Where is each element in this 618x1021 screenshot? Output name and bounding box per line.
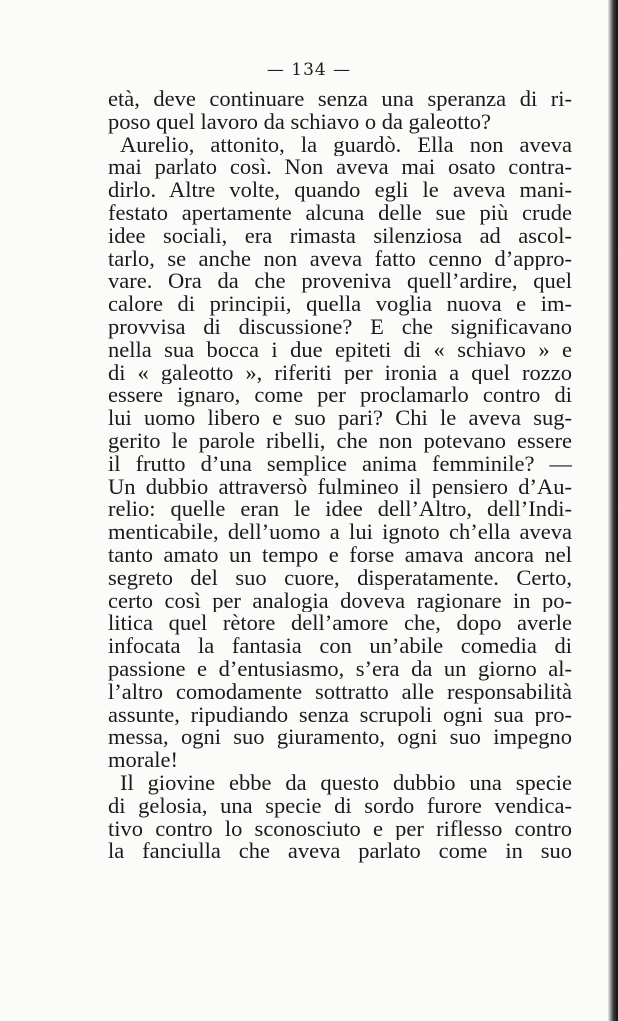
page-edge-shadow <box>608 0 618 1021</box>
text-line: morale! <box>108 749 178 772</box>
text-line: provvisa di discussione? E che significavano <box>108 315 572 339</box>
text-line: tivo contro lo sconosciuto e per riflesso contro <box>108 817 572 841</box>
text-line: lui uomo libero e suo pari? Chi le aveva sug- <box>108 407 572 430</box>
text-line: Aurelio, attonito, la guardò. Ella non aveva <box>120 133 572 157</box>
text-line: festato apertamente alcuna delle sue più crude <box>108 201 572 225</box>
page-number: — 134 — <box>266 60 352 80</box>
text-line: menticabile, dell’uomo a lui ignoto ch’ella aveva <box>108 521 572 544</box>
text-line: gerito le parole ribelli, che non potevano essere <box>108 429 572 453</box>
text-line: età, deve continuare senza una speranza di ri- <box>108 88 572 111</box>
text-line: segreto del suo cuore, disperatamente. Certo, <box>108 566 572 590</box>
text-line: assunte, ripudiando senza scrupoli ogni sua pro- <box>108 703 572 727</box>
text-line: vare. Ora da che proveniva quell’ardire, quel <box>108 270 572 294</box>
text-line: nella sua bocca i due epiteti di « schiavo » e <box>108 338 572 362</box>
text-line: certo così per analogia doveva ragionare in po- <box>108 589 572 613</box>
text-line: il frutto d’una semplice anima femminile? — <box>108 452 572 476</box>
text-line: messa, ogni suo giuramento, ogni suo impegno <box>108 726 572 750</box>
text-line: passione e d’entusiasmo, s’era da un giorno al- <box>108 657 572 681</box>
text-line: tanto amato un tempo e forse amava ancora nel <box>108 543 572 567</box>
text-line: dirlo. Altre volte, quando egli le aveva mani- <box>108 179 572 202</box>
text-line: l’altro comodamente sottratto alle responsabilità <box>108 680 572 704</box>
text-line: litica quel rètore dell’amore che, dopo averle <box>108 612 572 636</box>
text-line: calore di principii, quella voglia nuova e im- <box>108 293 572 316</box>
text-line: la fanciulla che aveva parlato come in suo <box>108 840 572 864</box>
text-line: di « galeotto », riferiti per ironia a quel rozzo <box>108 361 572 385</box>
text-line: mai parlato così. Non aveva mai osato contra- <box>108 156 572 180</box>
text-line: tarlo, se anche non aveva fatto cenno d’appro- <box>108 247 572 271</box>
body-text <box>108 88 572 863</box>
text-line: poso quel lavoro da schiavo o da galeotto? <box>108 110 492 134</box>
text-line: Un dubbio attraversò fulmineo il pensiero d’Au- <box>108 475 572 499</box>
text-line: infocata la fantasia con un’abile comedia di <box>108 635 572 658</box>
text-line: relio: quelle eran le idee dell’Altro, dell’Indi- <box>108 498 572 522</box>
text-line: di gelosia, una specie di sordo furore vendica- <box>108 794 572 818</box>
text-line: Il giovine ebbe da questo dubbio una specie <box>120 771 572 795</box>
text-line: idee sociali, era rimasta silenziosa ad ascol- <box>108 224 572 248</box>
text-line: essere ignaro, come per proclamarlo contro di <box>108 384 572 408</box>
